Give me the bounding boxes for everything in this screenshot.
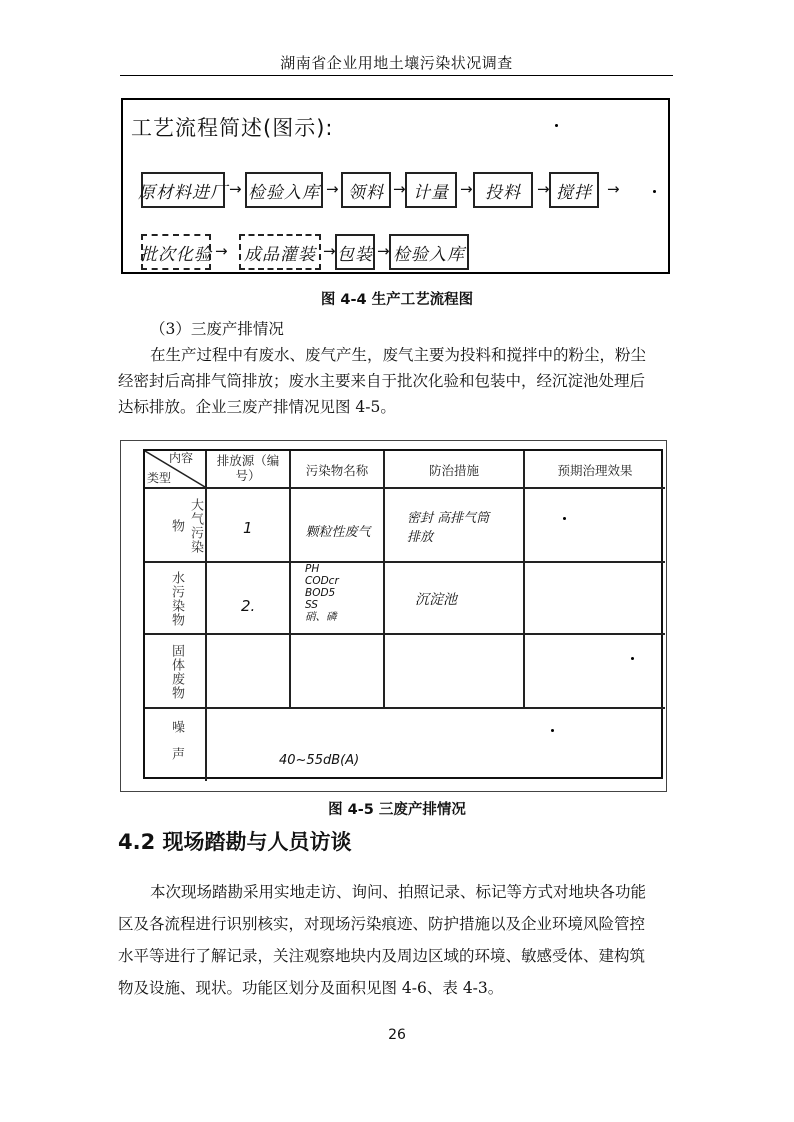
table-hline	[145, 633, 665, 635]
flow-arrow: →	[229, 180, 242, 198]
row-type-solid: 固体废物	[169, 644, 184, 700]
water-pollutant-item: PH	[305, 563, 320, 575]
air-measure: 密封 高排气筒排放	[407, 511, 490, 545]
flow-step-metering: 计量	[405, 172, 457, 208]
scan-speck	[563, 517, 566, 520]
water-pollutant-item: BOD5	[305, 587, 336, 599]
flow-arrow: →	[460, 180, 473, 198]
water-pollutant-item: SS	[305, 599, 318, 611]
row-type-noise: 噪声	[169, 720, 184, 774]
paragraph-line: 本次现场踏勘采用实地走访、询问、拍照记录、标记等方式对地块各功能	[150, 883, 647, 901]
water-pollutant-item: 硝、磷	[305, 611, 337, 623]
page-number: 26	[388, 1027, 406, 1043]
header-measure: 防治措施	[428, 463, 479, 478]
flow-heading: 工艺流程简述(图示):	[131, 116, 334, 140]
process-flow-scan	[121, 98, 670, 274]
section-4-2-text	[118, 876, 678, 1004]
table-vline	[523, 451, 525, 709]
scan-speck	[555, 124, 558, 127]
header-effect: 预期治理效果	[557, 463, 633, 478]
table-vline	[205, 451, 207, 781]
section-3-heading: （3）三废产排情况	[150, 320, 284, 338]
flow-arrow: →	[607, 180, 620, 198]
table-hline	[145, 561, 665, 563]
header-pollutant: 污染物名称	[305, 463, 369, 478]
table-vline	[289, 451, 291, 709]
section-3-text	[118, 316, 678, 420]
header-rule	[120, 75, 673, 76]
noise-value: 40~55dB(A)	[279, 753, 360, 768]
discharge-table	[143, 449, 663, 779]
flow-step-feeding: 投料	[473, 172, 533, 208]
figure-4-5-caption: 图 4-5 三废产排情况	[328, 802, 466, 818]
paragraph-line: 达标排放。企业三废产排情况见图 4-5。	[118, 398, 396, 416]
page-header: 湖南省企业用地土壤污染状况调查	[280, 54, 513, 72]
flow-arrow: →	[323, 242, 336, 260]
flow-arrow: →	[393, 180, 406, 198]
flow-step-raw-material: 原材料进厂	[141, 172, 225, 208]
scan-speck	[631, 657, 634, 660]
air-source: 1	[243, 519, 253, 537]
header-source: 排放源（编号）	[216, 453, 280, 483]
flow-step-requisition: 领料	[341, 172, 391, 208]
flow-step-inspect-store: 检验入库	[245, 172, 323, 208]
paragraph-line: 在生产过程中有废水、废气产生，废气主要为投料和搅拌中的粉尘，粉尘	[150, 346, 647, 364]
water-pollutant-list	[305, 563, 375, 623]
row-type-water: 水污染物	[169, 571, 184, 627]
flow-step-stirring: 搅拌	[549, 172, 599, 208]
table-vline	[383, 451, 385, 709]
figure-4-4-caption: 图 4-4 生产工艺流程图	[320, 292, 474, 308]
paragraph-line: 水平等进行了解记录，关注观察地块内及周边区域的环境、敏感受体、建构筑	[118, 947, 646, 965]
water-pollutant-item: CODcr	[305, 575, 339, 587]
section-4-2-title: 4.2 现场踏勘与人员访谈	[118, 830, 352, 854]
table-hline	[145, 707, 665, 709]
corner-bottom-label: 类型	[147, 471, 172, 485]
flow-step-batch-test: 批次化验	[141, 234, 211, 270]
table-hline	[145, 487, 665, 489]
flow-step-packing: 包装	[335, 234, 375, 270]
scan-speck	[653, 190, 656, 193]
waste-discharge-table-scan	[120, 440, 667, 792]
flow-arrow: →	[537, 180, 550, 198]
flow-step-final-inspect: 检验入库	[389, 234, 469, 270]
paragraph-line: 区及各流程进行识别核实，对现场污染痕迹、防护措施以及企业环境风险管控	[118, 915, 646, 933]
flow-step-filling: 成品灌装	[239, 234, 321, 270]
water-source: 2.	[241, 597, 256, 615]
paragraph-line: 物及设施、现状。功能区划分及面积见图 4-6、表 4-3。	[118, 979, 504, 997]
paragraph-line: 经密封后高排气筒排放；废水主要来自于批次化验和包装中，经沉淀池处理后	[118, 372, 646, 390]
flow-arrow: →	[377, 242, 390, 260]
row-type-air: 大气污染物	[169, 498, 203, 554]
water-measure: 沉淀池	[415, 592, 457, 608]
corner-top-label: 内容	[169, 451, 194, 465]
air-pollutant: 颗粒性废气	[305, 525, 371, 540]
scan-speck	[551, 729, 554, 732]
flow-arrow: →	[326, 180, 339, 198]
flow-arrow: →	[215, 242, 228, 260]
